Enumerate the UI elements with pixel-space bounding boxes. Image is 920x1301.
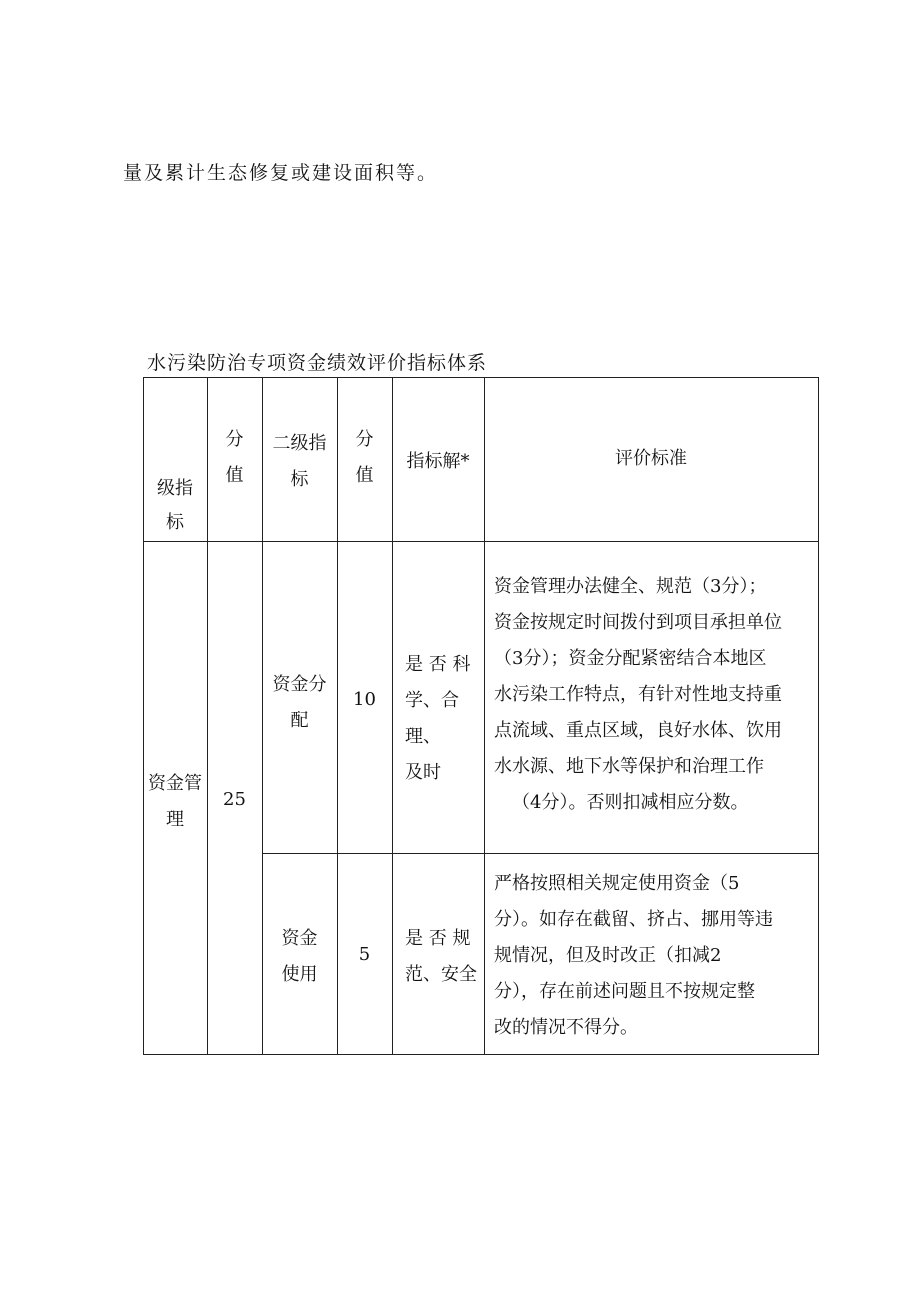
criteria-line: 水污染工作特点，有针对性地支持重: [494, 684, 782, 705]
evaluation-criteria: [494, 866, 818, 1046]
level2-indicator-name: [262, 667, 337, 739]
level2-score: 10: [353, 689, 376, 710]
level1-name-line: 资金管: [148, 773, 202, 794]
table-title: 水污染防治专项资金绩效评价指标体系: [147, 352, 488, 374]
table-border-bottom: [143, 1054, 819, 1055]
criteria-line: 改的情况不得分。: [494, 1017, 638, 1038]
indicator-explanation: [405, 921, 483, 993]
criteria-line: 分），存在前述问题且不按规定整: [494, 981, 755, 1002]
header-explanation: 指标解*: [406, 451, 470, 472]
explanation-line: 及时: [405, 762, 441, 783]
header-score2: [337, 422, 392, 494]
header-score2-line: 值: [355, 465, 374, 486]
table-border-top: [143, 377, 819, 378]
table-col-divider: [484, 377, 485, 1055]
level2-name-line: 配: [290, 710, 309, 731]
criteria-line: 资金按规定时间拨付到项目承担单位: [494, 612, 782, 633]
level2-score: 5: [358, 944, 371, 965]
level2-name-line: 使用: [281, 964, 318, 985]
header-level2-indicator: [262, 426, 337, 498]
criteria-line: 点流域、重点区域，良好水体、饮用: [494, 720, 782, 741]
header-level1-indicator: [143, 472, 207, 540]
header-criteria: 评价标准: [615, 448, 687, 469]
indicator-explanation: [405, 647, 483, 791]
explanation-line: 学、合理、: [405, 690, 459, 747]
explanation-line: 是 否 规: [405, 928, 471, 949]
header-level2-line: 二级指: [272, 433, 327, 454]
header-score1: [207, 422, 262, 494]
level2-name-line: 资金分: [272, 674, 327, 695]
level1-indicator-name: [143, 766, 207, 838]
explanation-line: 是 否 科: [405, 654, 471, 675]
criteria-line: 规情况，但及时改正（扣减2: [494, 945, 722, 966]
criteria-line: 分）。如存在截留、挤占、挪用等违: [494, 909, 773, 930]
header-score1-line: 分: [225, 429, 244, 450]
intro-paragraph: 量及累计生态修复或建设面积等。: [123, 162, 439, 184]
level1-name-line: 理: [166, 809, 184, 830]
level2-indicator-name: [262, 921, 337, 993]
level2-name-line: 资金: [281, 928, 318, 949]
criteria-line: 严格按照相关规定使用资金（5: [494, 873, 740, 894]
criteria-line: （4分）。否则扣减相应分数。: [512, 792, 749, 813]
criteria-line: （3分）；资金分配紧密结合本地区: [494, 648, 767, 669]
table-border-right: [818, 377, 819, 1055]
header-level1-line: 标: [166, 512, 184, 533]
header-level1-line: 级指: [157, 478, 193, 499]
criteria-line: 资金管理办法健全、规范（3分）；: [494, 576, 767, 597]
table-header-divider: [143, 541, 819, 542]
level1-score: 25: [223, 789, 246, 810]
header-score2-line: 分: [355, 429, 374, 450]
evaluation-criteria: [494, 569, 818, 821]
explanation-line: 范、安全: [405, 964, 477, 985]
header-level2-line: 标: [290, 469, 309, 490]
table-row-divider: [262, 853, 819, 854]
criteria-line: 水水源、地下水等保护和治理工作: [494, 756, 764, 777]
header-score1-line: 值: [225, 465, 244, 486]
